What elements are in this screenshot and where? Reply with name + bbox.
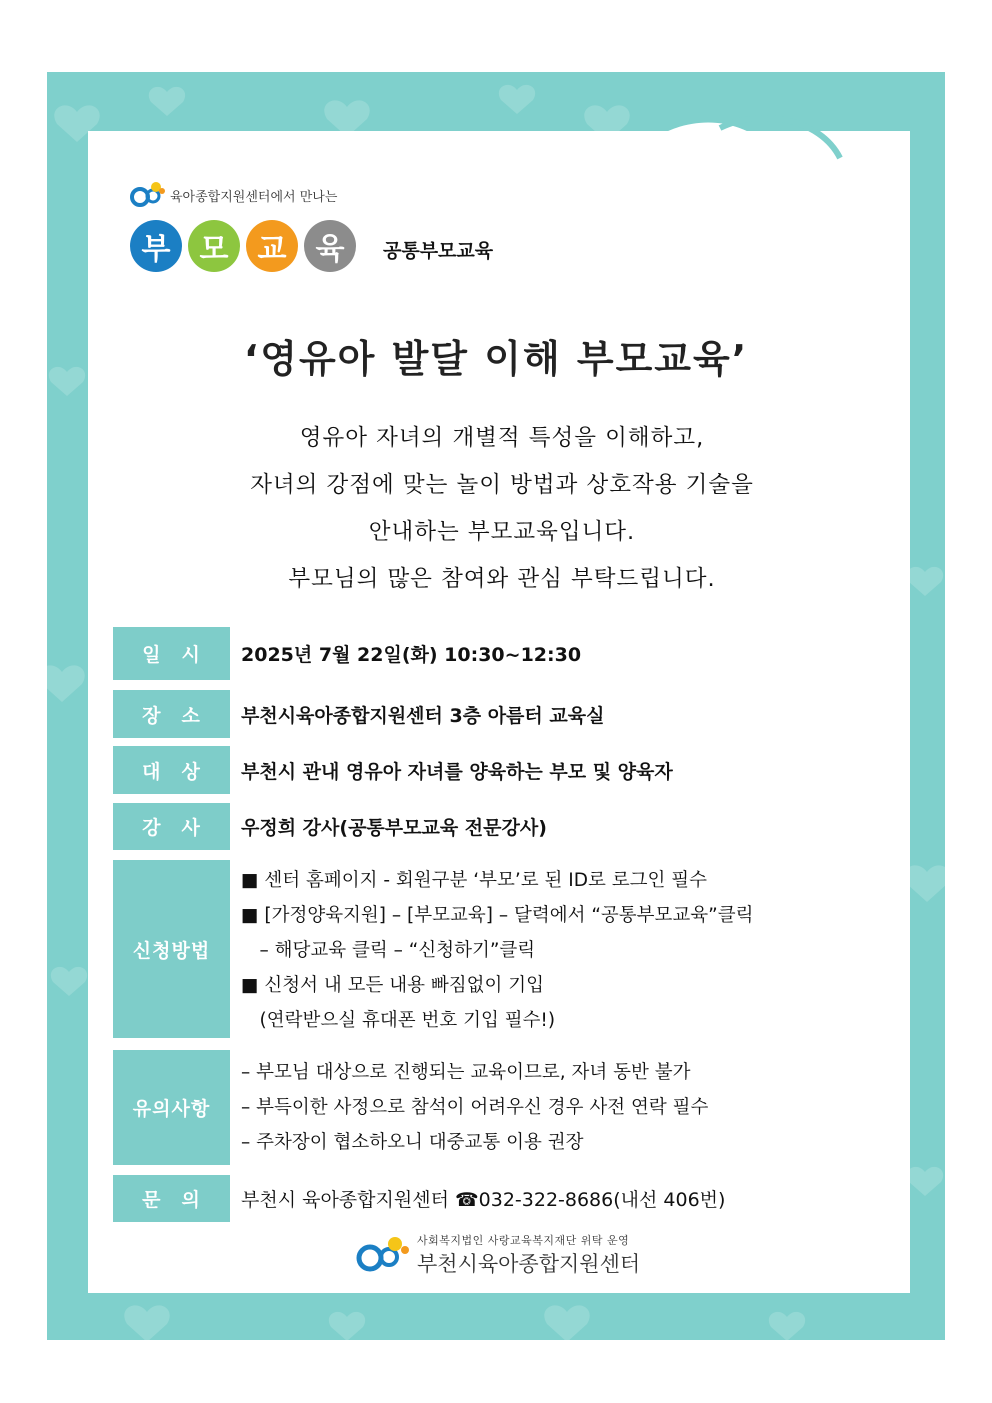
- apply-line: (연락받으실 휴대폰 번호 기입 필수!): [241, 1010, 556, 1031]
- contact-label: 문 의: [113, 1175, 230, 1222]
- center-logo-icon: [355, 1235, 411, 1275]
- apply-line: ■ 센터 홈페이지 - 회원구분 ‘부모’로 된 ID로 로그인 필수: [241, 870, 707, 891]
- intro-line: 영유아 자녀의 개별적 특성을 이해하고,: [299, 425, 705, 451]
- notes-line: – 주차장이 협소하오니 대중교통 이용 권장: [241, 1132, 584, 1153]
- intro-line: 자녀의 강점에 맞는 놀이 방법과 상호작용 기술을: [250, 472, 754, 498]
- program-subtitle: 공통부모교육: [383, 240, 494, 262]
- badge-char-1: 부: [130, 220, 182, 272]
- info-row-instructor: [113, 803, 833, 850]
- footer-operator: 사회복지법인 사랑교육복지재단 위탁 운영: [417, 1234, 630, 1247]
- badge-char-3: 교: [246, 220, 298, 272]
- apply-lines: [241, 863, 753, 1038]
- footer-center-name: 부천시육아종합지원센터: [417, 1252, 641, 1276]
- info-row-contact: [113, 1175, 833, 1222]
- contact-value: 부천시 육아종합지원센터 ☎032-322-8686(내선 406번): [241, 1189, 726, 1211]
- target-value: 부천시 관내 영유아 자녀를 양육하는 부모 및 양육자: [241, 760, 673, 783]
- center-logo-small: [130, 180, 337, 210]
- apply-label: 신청방법: [113, 860, 230, 1038]
- target-label: 대 상: [113, 746, 230, 794]
- apply-line: ■ 신청서 내 모든 내용 빠짐없이 기입: [241, 975, 544, 996]
- program-badge: [130, 220, 356, 272]
- notes-label: 유의사항: [113, 1050, 230, 1165]
- center-logo-icon: [130, 180, 166, 210]
- instructor-label: 강 사: [113, 803, 230, 850]
- info-row-date: [113, 627, 833, 680]
- footer-center-logo: [355, 1232, 640, 1278]
- notes-line: – 부모님 대상으로 진행되는 교육이므로, 자녀 동반 불가: [241, 1062, 691, 1083]
- date-value: 2025년 7월 22일(화) 10:30~12:30: [241, 644, 582, 666]
- logo-caption: 육아종합지원센터에서 만나는: [170, 189, 338, 205]
- badge-char-4: 육: [304, 220, 356, 272]
- place-value: 부천시육아종합지원센터 3층 아름터 교육실: [241, 704, 605, 727]
- intro-line: 부모님의 많은 참여와 관심 부탁드립니다.: [288, 566, 716, 592]
- info-row-apply: [113, 860, 833, 1038]
- poster-title: ‘영유아 발달 이해 부모교육’: [243, 337, 749, 381]
- badge-char-2: 모: [188, 220, 240, 272]
- intro-line: 안내하는 부모교육입니다.: [368, 519, 636, 545]
- info-row-notes: [113, 1050, 833, 1165]
- notes-lines: [241, 1055, 708, 1160]
- instructor-value: 우정희 강사(공통부모교육 전문강사): [241, 817, 547, 839]
- info-row-target: [113, 746, 833, 794]
- place-label: 장 소: [113, 690, 230, 738]
- date-label: 일 시: [113, 627, 230, 680]
- apply-line: ■ [가정양육지원] – [부모교육] – 달력에서 “공통부모교육”클릭: [241, 905, 754, 926]
- intro-text: [0, 415, 992, 603]
- apply-line: – 해당교육 클릭 – “신청하기”클릭: [241, 940, 536, 961]
- info-row-place: [113, 690, 833, 738]
- notes-line: – 부득이한 사정으로 참석이 어려우신 경우 사전 연락 필수: [241, 1097, 709, 1118]
